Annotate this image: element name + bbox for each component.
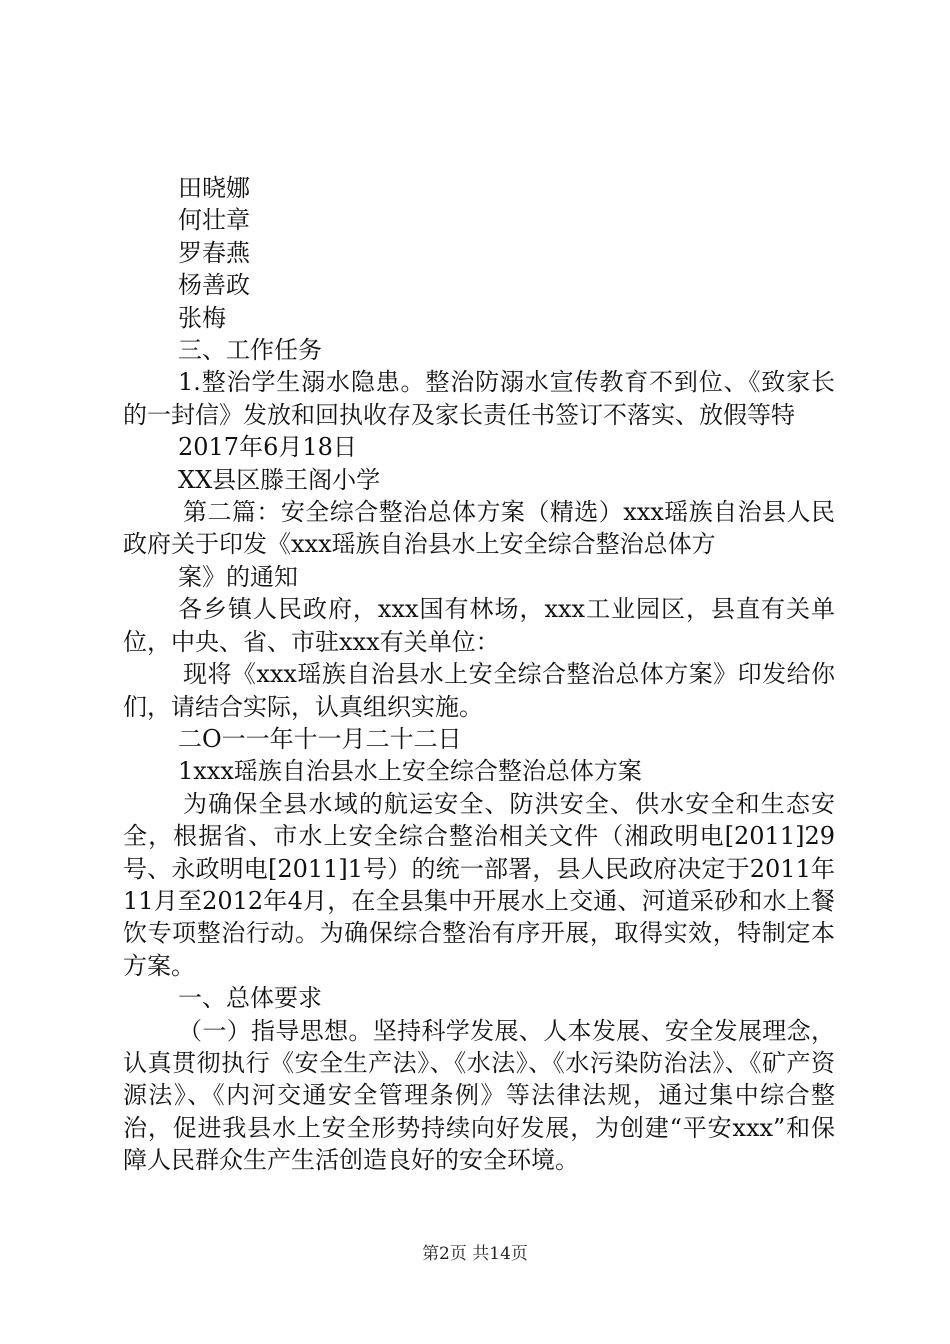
- notice-body: 现将《xxx瑶族自治县水上安全综合整治总体方案》印发给你们，请结合实际，认真组织实施。: [123, 660, 835, 721]
- school-line: XX县区滕王阁小学: [178, 465, 381, 494]
- member-name: 杨善政: [178, 271, 250, 300]
- guiding-thought-paragraph: （一）指导思想。坚持科学发展、人本发展、安全发展理念，认真贯彻执行《安全生产法》、《水法》、《水污染防治法》、《矿产资源法》、《内河交通安全管理条例》等法律法规，通过集中综合整治，促进我县水上安全形势持续向好发展，为创建“平安xxx”和保障人民群众生产生活创造良好的安全环境。: [123, 1016, 835, 1175]
- page-footer: 第2页 共14页: [422, 1244, 528, 1264]
- notice-addressees: 各乡镇人民政府，xxx国有林场，xxx工业园区，县直有关单位，中央、省、市驻xxx有关单位：: [123, 595, 835, 656]
- date-line: 2017年6月18日: [178, 433, 357, 462]
- part2-title-tail: 案》的通知: [178, 562, 298, 591]
- plan-intro-paragraph: 为确保全县水域的航运安全、防洪安全、供水安全和生态安全，根据省、市水上安全综合整治相关文件（湘政明电[2011]29号、永政明电[2011]1号）的统一部署，县人民政府决定于2011年11月至2012年4月，在全县集中开展水上交通、河道采砂和水上餐饮专项整治行动。为确保综合整治有序开展，取得实效，特制定本方案。: [123, 789, 835, 980]
- plan-title: 1xxx瑶族自治县水上安全综合整治总体方案: [178, 757, 642, 786]
- notice-date: 二O一一年十一月二十二日: [178, 724, 462, 753]
- document-body: [123, 172, 835, 1177]
- section-heading-general-requirements: 一、总体要求: [178, 984, 322, 1013]
- member-name: 田晓娜: [178, 174, 250, 202]
- section-heading-work-tasks: 三、工作任务: [178, 336, 322, 365]
- member-name: 罗春燕: [178, 238, 250, 267]
- member-name: 张梅: [178, 303, 226, 332]
- task-1-paragraph: 1.整治学生溺水隐患。整治防溺水宣传教育不到位、《致家长的一封信》发放和回执收存及家长责任书签订不落实、放假等特: [123, 368, 835, 429]
- part2-title: 第二篇：安全综合整治总体方案（精选）xxx瑶族自治县人民政府关于印发《xxx瑶族自治县水上安全综合整治总体方: [123, 498, 835, 559]
- member-name: 何壮章: [178, 206, 250, 235]
